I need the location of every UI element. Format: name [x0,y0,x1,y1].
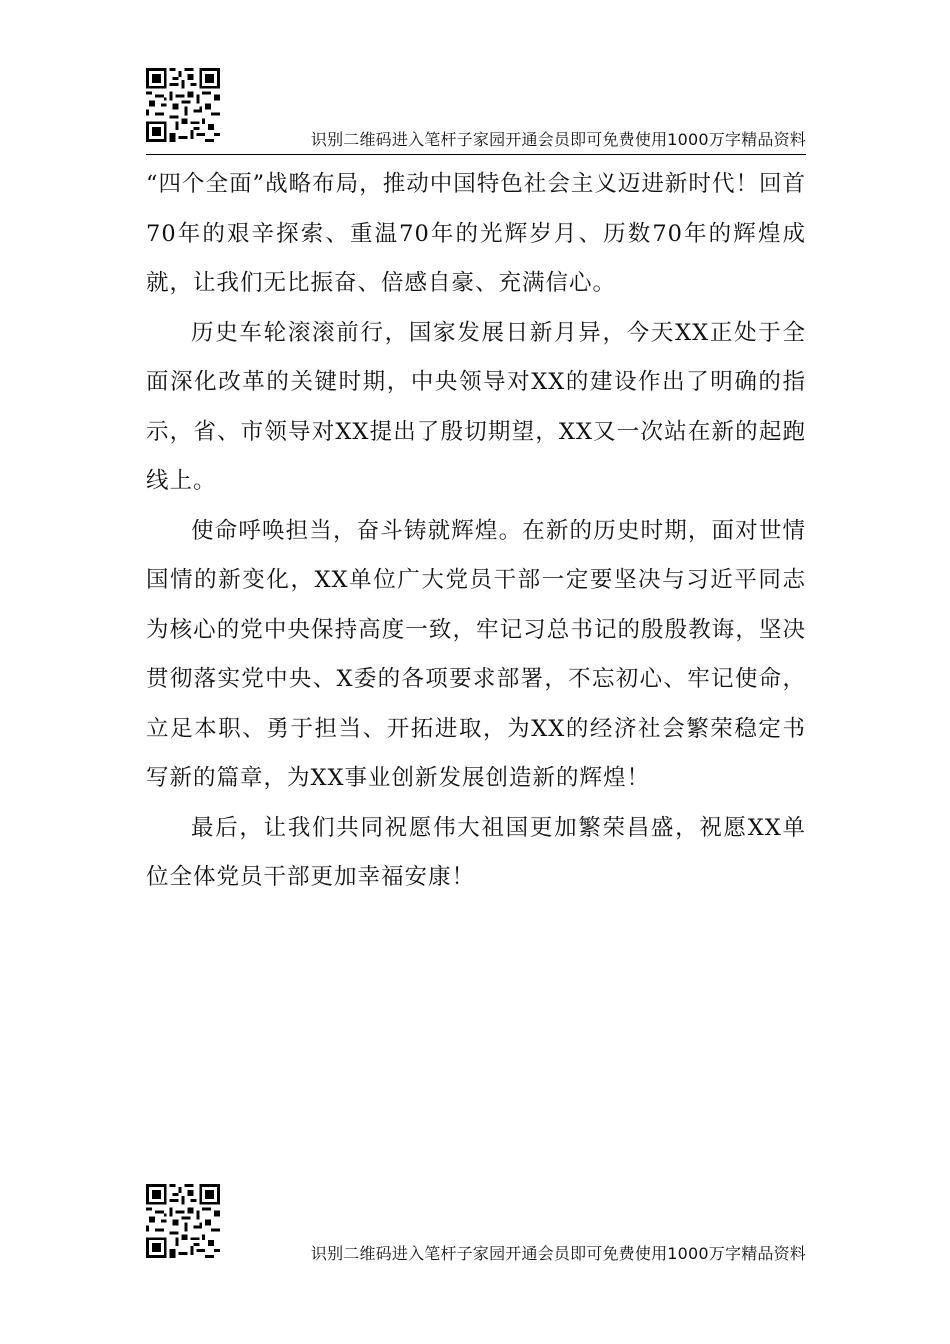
page-header [146,68,806,155]
footer-banner-text: 识别二维码进入笔杆子家园开通会员即可免费使用1000万字精品资料 [310,1244,806,1263]
paragraph: “四个全面”战略布局，推动中国特色社会主义迈进新时代！回首70年的艰辛探索、重温70年的光辉岁月、历数70年的辉煌成就，让我们无比振奋、倍感自豪、充满信心。 [146,171,806,296]
qr-code-icon[interactable] [146,68,220,142]
page-footer [146,1184,806,1264]
paragraph: 历史车轮滚滚前行，国家发展日新月异，今天XX正处于全面深化改革的关键时期，中央领导对XX的建设作出了明确的指示，省、市领导对XX提出了殷切期望，XX又一次站在新的起跑线上。 [146,319,806,494]
header-banner-text: 识别二维码进入笔杆子家园开通会员即可免费使用1000万字精品资料 [310,130,806,149]
paragraph: 最后，让我们共同祝愿伟大祖国更加繁荣昌盛，祝愿XX单位全体党员干部更加幸福安康！ [146,814,806,890]
qr-code-icon[interactable] [146,1184,220,1258]
document-body [146,160,806,903]
paragraph: 使命呼唤担当，奋斗铸就辉煌。在新的历史时期，面对世情国情的新变化，XX单位广大党员干部一定要坚决与习近平同志为核心的党中央保持高度一致，牢记习总书记的殷殷教诲，坚决贯彻落实党中央、X委的各项要求部署，不忘初心、牢记使命，立足本职、勇于担当、开拓进取，为XX的经济社会繁荣稳定书写新的篇章，为XX事业创新发展创造新的辉煌！ [146,517,806,791]
